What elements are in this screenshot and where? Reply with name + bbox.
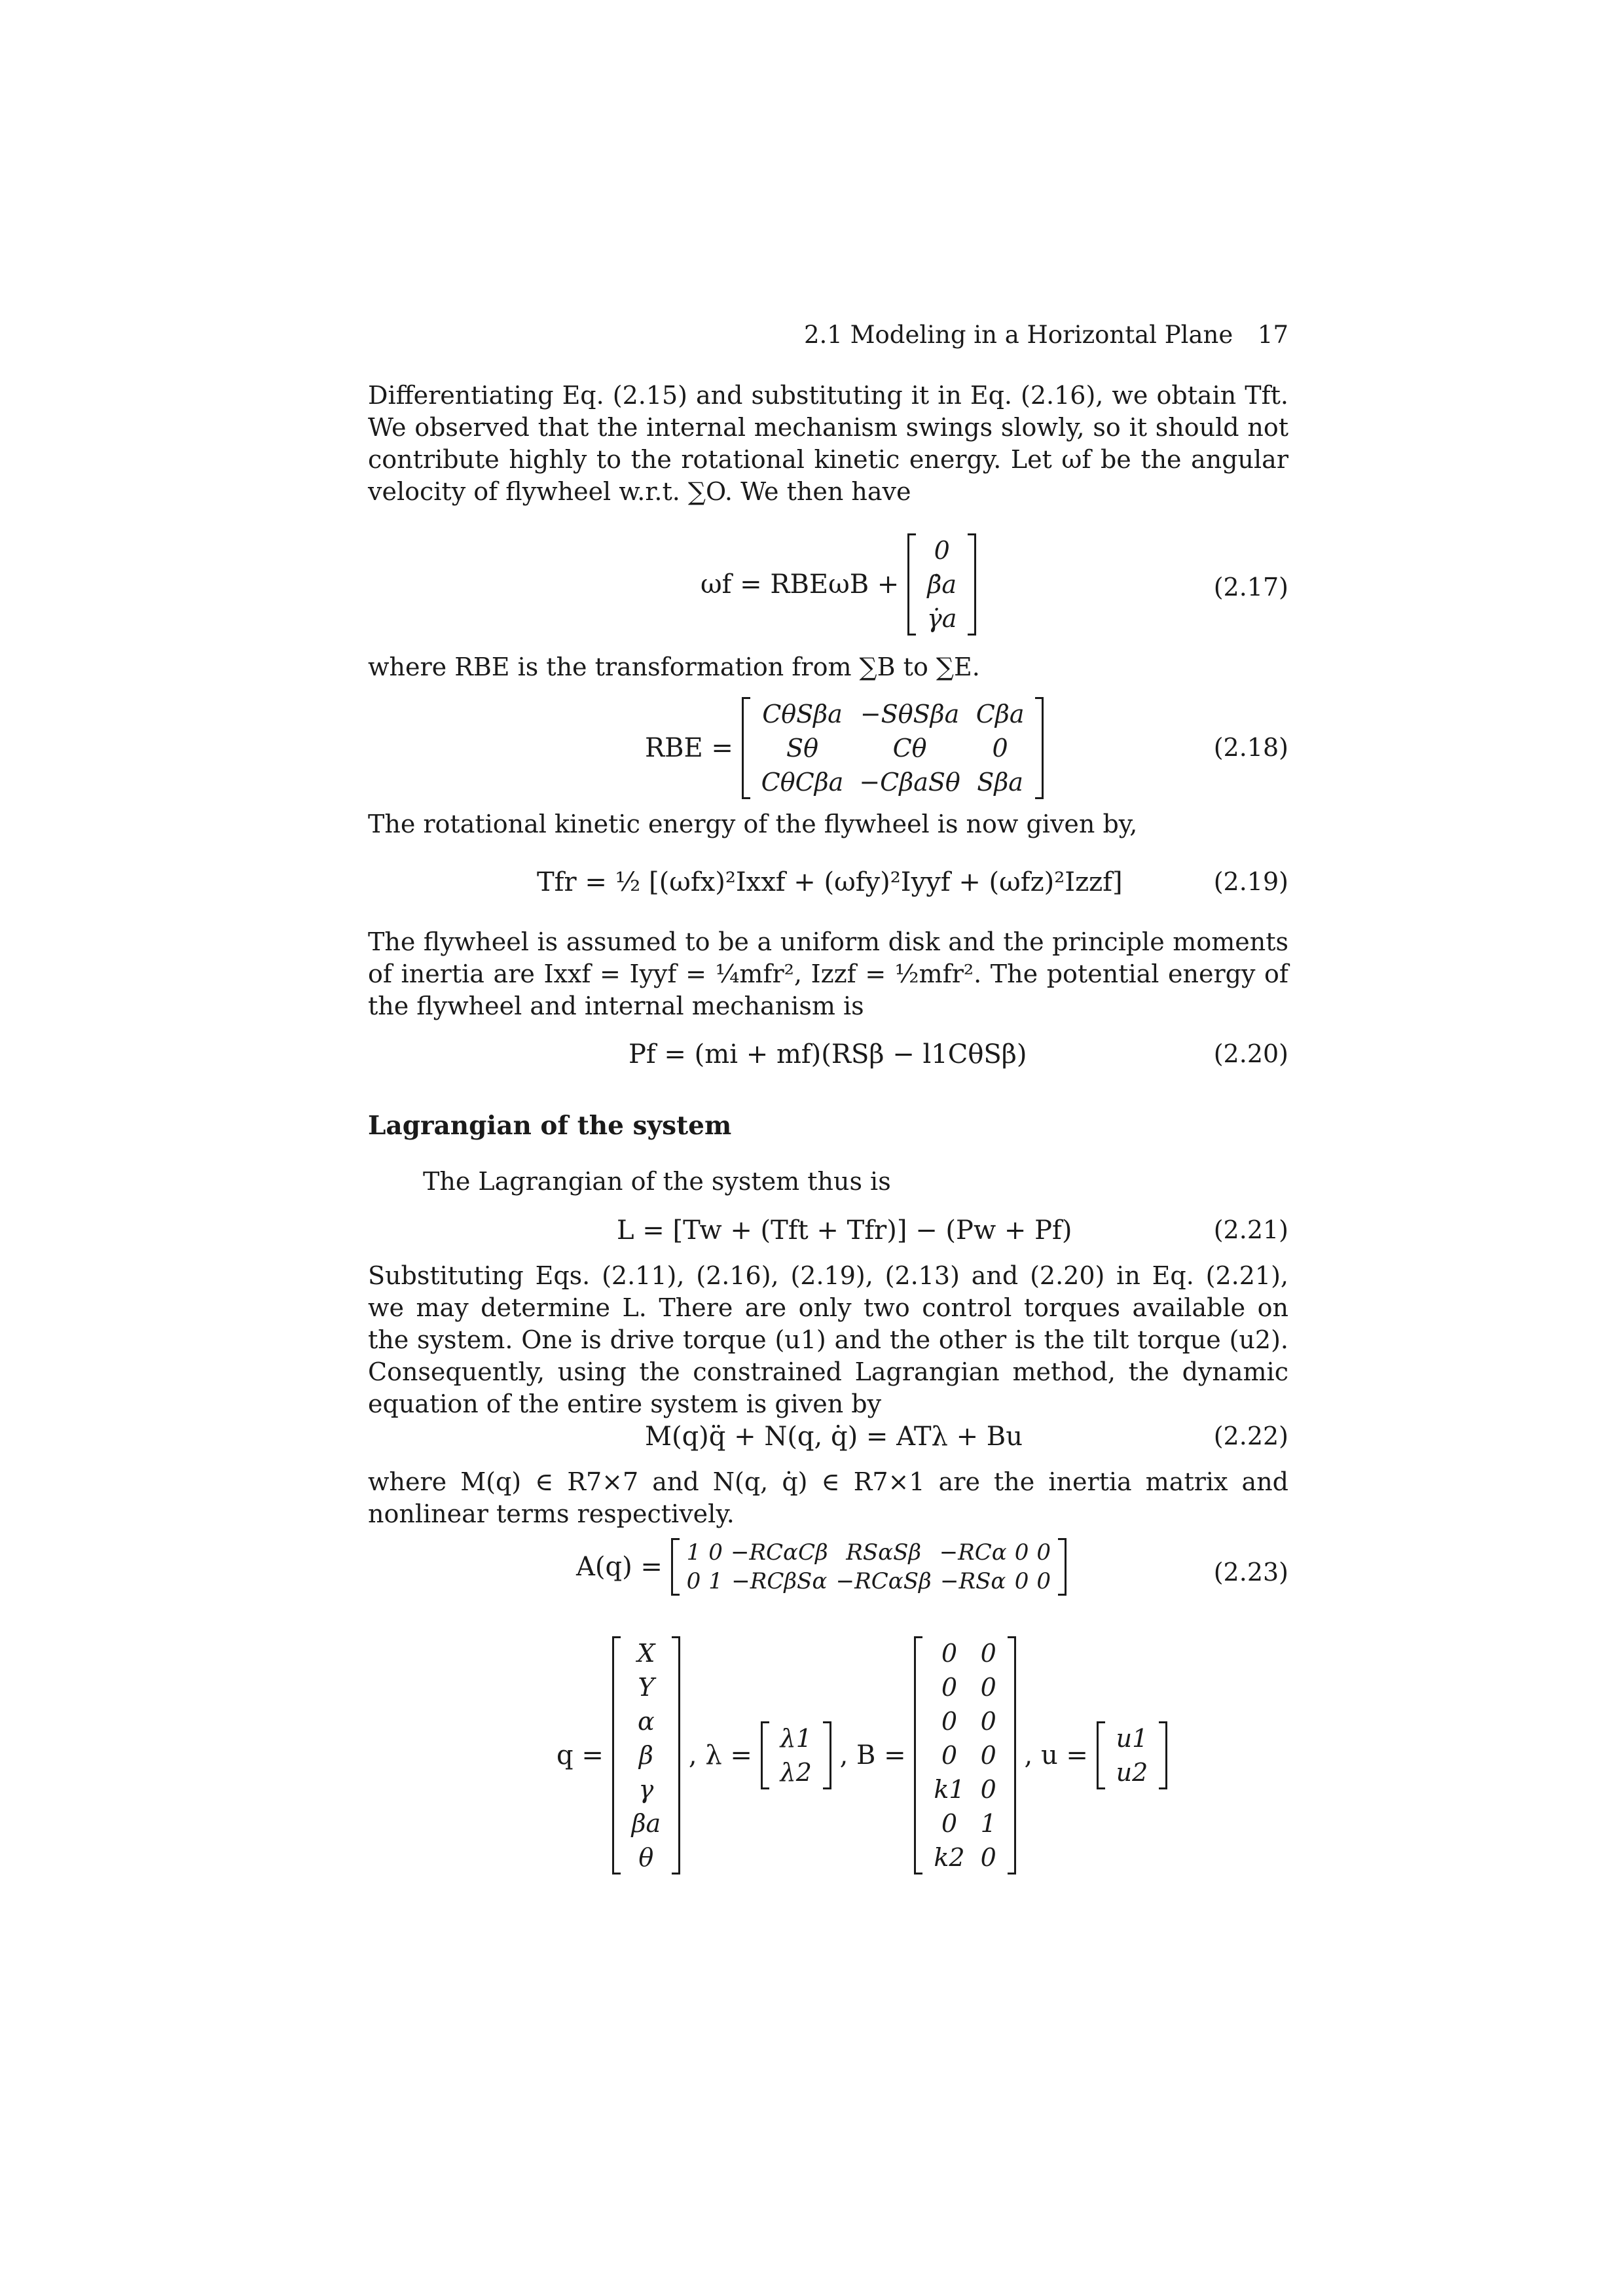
b-r3c0: 0 — [941, 1741, 958, 1770]
b-r6c1: 0 — [980, 1843, 996, 1872]
paragraph-2: where RBE is the transformation from ∑B to ∑E. — [368, 653, 980, 681]
q-5: βa — [631, 1809, 661, 1838]
running-head — [804, 321, 1288, 349]
paragraph-6: where M(q) ∈ R7×7 and N(q, q̇) ∈ R7×1 are the inertia matrix and nonlinear terms respectively. — [368, 1467, 1288, 1528]
eq23-r0c4: −RCα — [939, 1539, 1007, 1566]
eq18-lhs: RBE = — [645, 733, 733, 763]
b-label: , B = — [839, 1740, 906, 1770]
b-r1c0: 0 — [941, 1673, 958, 1702]
eq18-r0c2: Cβa — [976, 700, 1025, 728]
eq23-r1c4: −RSα — [940, 1568, 1006, 1594]
q-4: γ — [638, 1775, 654, 1804]
eq23-matrix — [671, 1538, 1067, 1596]
b-r4c1: 0 — [980, 1775, 996, 1804]
b-r6c0: k2 — [934, 1843, 965, 1872]
eq23-r1c5: 0 — [1014, 1568, 1029, 1594]
equation-2-17 — [701, 533, 976, 636]
eq17-v1: β̇a — [927, 570, 957, 599]
paragraph-5: Substituting Eqs. (2.11), (2.16), (2.19), (2.13) and (2.20) in Eq. (2.21), we may determine L. There are only two control torques available on the system. One is drive torque (u1) and the other is the tilt torque (u2). Consequently, using the constrained Lagrangian method, the dynamic equation of the entire system is given by — [368, 1261, 1288, 1418]
b-r2c1: 0 — [980, 1707, 996, 1736]
eq23-r0c0: 1 — [686, 1539, 701, 1566]
b-r5c0: 0 — [941, 1809, 958, 1838]
u-0: u1 — [1116, 1724, 1148, 1753]
equation-2-18 — [645, 697, 1044, 799]
b-r3c1: 0 — [980, 1741, 996, 1770]
eq18-r1c2: 0 — [992, 734, 1008, 762]
eq-number-2-21: (2.21) — [1213, 1215, 1288, 1244]
paragraph-4: The flywheel is assumed to be a uniform disk and the principle moments of inertia are Ixxf = Iyyf = ¼mfr², Izzf = ½mfr². The potential energy of the flywheel and internal mechanism is — [368, 927, 1288, 1020]
q-0: X — [637, 1639, 655, 1668]
eq-number-2-18: (2.18) — [1213, 733, 1288, 762]
lambda-label: , λ = — [688, 1740, 752, 1770]
lagrangian-intro: The Lagrangian of the system thus is — [423, 1167, 891, 1196]
equation-2-19: Tfr = ½ [(ωfx)²Ixxf + (ωfy)²Iyyf + (ωfz)²Izzf] — [537, 867, 1123, 897]
eq23-r1c6: 0 — [1036, 1568, 1051, 1594]
eq-number-2-19: (2.19) — [1213, 867, 1288, 896]
lambda-vector — [761, 1721, 831, 1789]
u-1: u2 — [1116, 1758, 1148, 1787]
equation-2-23 — [576, 1538, 1067, 1596]
eq17-v0: 0 — [934, 536, 950, 565]
u-label: , u = — [1024, 1740, 1088, 1770]
vector-definitions — [556, 1636, 1167, 1874]
eq-number-2-17: (2.17) — [1213, 573, 1288, 601]
page-number: 17 — [1257, 321, 1288, 349]
paragraph-3: The rotational kinetic energy of the flywheel is now given by, — [368, 810, 1138, 838]
b-r0c1: 0 — [980, 1639, 996, 1668]
b-matrix — [914, 1636, 1015, 1874]
q-6: θ — [638, 1843, 654, 1872]
b-r4c0: k1 — [934, 1775, 965, 1804]
eq23-r1c1: 1 — [708, 1568, 723, 1594]
eq18-r2c1: −CβaSθ — [859, 768, 960, 797]
equation-2-22: M(q)q̈ + N(q, q̇) = ATλ + Bu — [645, 1422, 1023, 1452]
b-r2c0: 0 — [941, 1707, 958, 1736]
u-vector — [1097, 1721, 1168, 1789]
eq23-r0c1: 0 — [708, 1539, 723, 1566]
eq17-lhs: ωf = RBEωB + — [701, 569, 900, 600]
eq17-vector — [907, 533, 976, 636]
paragraph-1: Differentiating Eq. (2.15) and substituting it in Eq. (2.16), we obtain Tft. We observed that the internal mechanism swings slowly, so it should not contribute highly to the rotational kinetic energy. Let ωf be the angular velocity of flywheel w.r.t. ∑O. We then have — [368, 381, 1288, 506]
equation-2-20: Pf = (mi + mf)(RSβ − l1CθSβ) — [629, 1039, 1027, 1069]
eq17-v2: γ̇a — [927, 604, 957, 633]
eq23-r1c0: 0 — [686, 1568, 701, 1594]
eq-number-2-23: (2.23) — [1213, 1558, 1288, 1587]
eq18-matrix — [742, 697, 1044, 799]
eq18-r0c1: −SθSβa — [860, 700, 960, 728]
eq23-r0c5: 0 — [1014, 1539, 1029, 1566]
eq23-lhs: A(q) = — [576, 1552, 663, 1582]
eq18-r1c1: Cθ — [892, 734, 927, 762]
lambda-0: λ1 — [780, 1724, 812, 1753]
b-r5c1: 1 — [980, 1809, 996, 1838]
q-vector — [612, 1636, 681, 1874]
equation-2-21: L = [Tw + (Tft + Tfr)] − (Pw + Pf) — [617, 1215, 1072, 1246]
eq18-r2c2: Sβa — [977, 768, 1023, 797]
eq23-r0c6: 0 — [1036, 1539, 1051, 1566]
lambda-1: λ2 — [780, 1758, 812, 1787]
section-heading: Lagrangian of the system — [368, 1111, 732, 1141]
q-1: Y — [638, 1673, 655, 1702]
b-r0c0: 0 — [941, 1639, 958, 1668]
eq18-r0c0: CθSβa — [762, 700, 843, 728]
eq18-r1c0: Sθ — [786, 734, 818, 762]
q-label: q = — [556, 1740, 604, 1770]
b-r1c1: 0 — [980, 1673, 996, 1702]
q-3: β — [638, 1741, 653, 1770]
eq23-r1c3: −RCαSβ — [835, 1568, 932, 1594]
eq23-r1c2: −RCβSα — [731, 1568, 828, 1594]
eq23-r0c2: −RCαCβ — [730, 1539, 828, 1566]
eq-number-2-20: (2.20) — [1213, 1039, 1288, 1068]
eq18-r2c0: CθCβa — [761, 768, 844, 797]
eq23-r0c3: RSαSβ — [846, 1539, 922, 1566]
q-2: α — [638, 1707, 655, 1736]
eq-number-2-22: (2.22) — [1213, 1422, 1288, 1450]
section-title: 2.1 Modeling in a Horizontal Plane — [804, 321, 1233, 349]
